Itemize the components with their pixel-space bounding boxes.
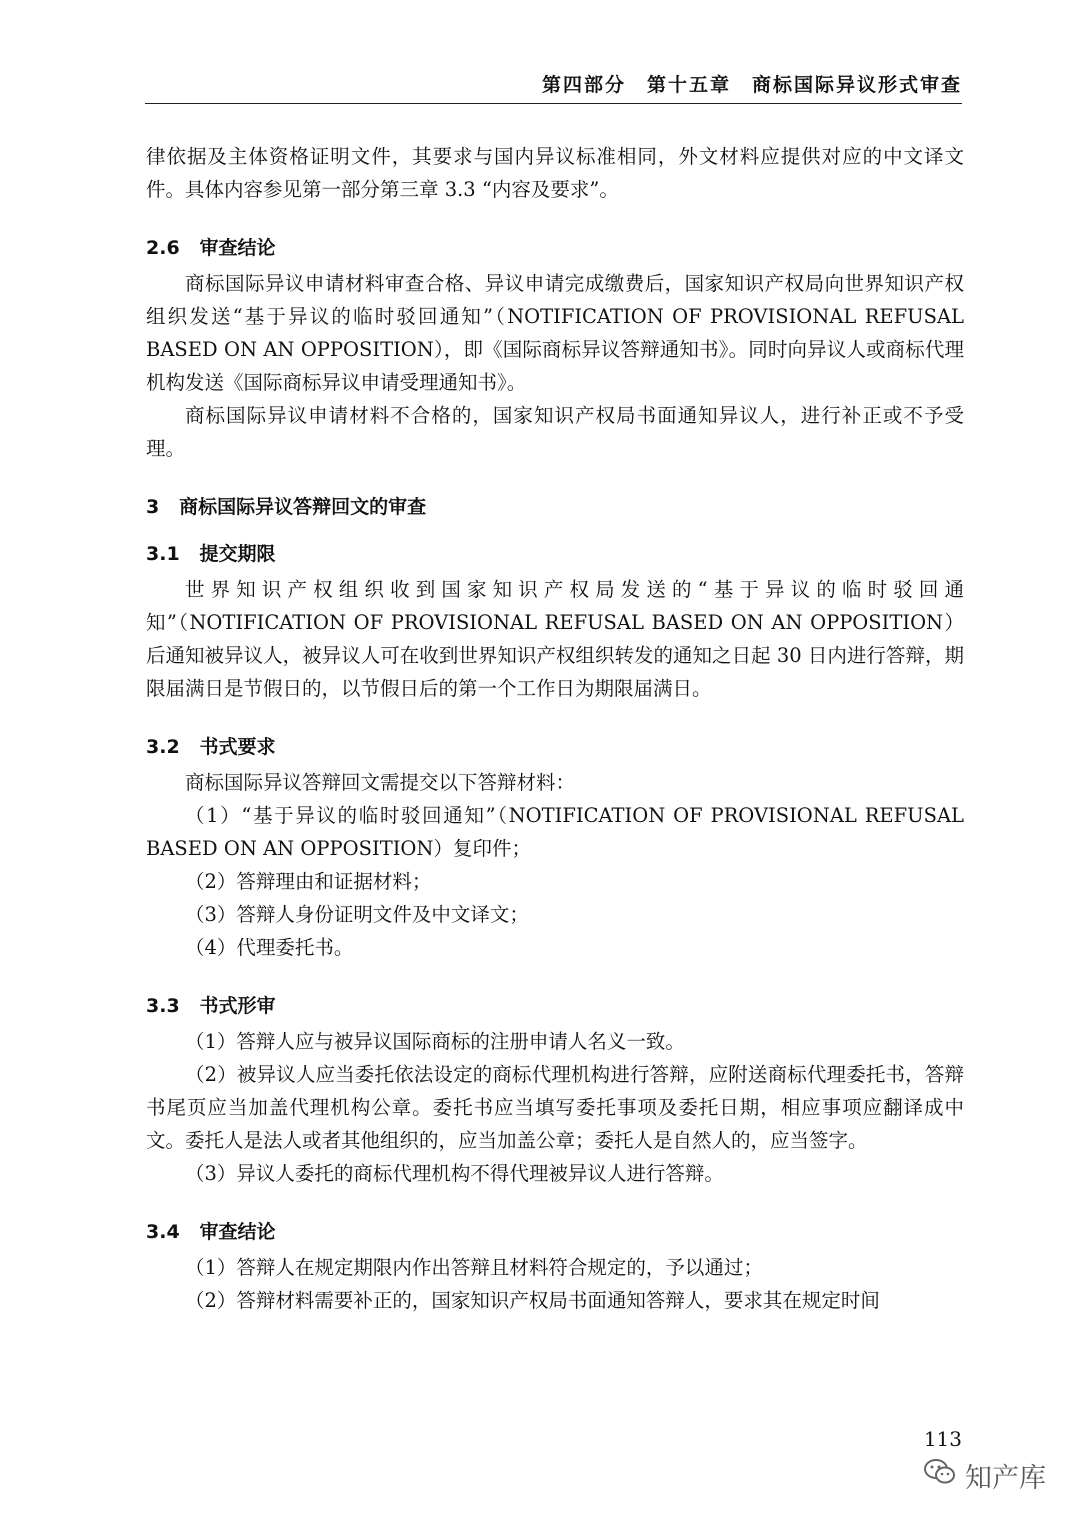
list-item: （3）答辩人身份证明文件及中文译文； <box>185 903 529 926</box>
list-item: （2）答辩材料需要补正的，国家知识产权局书面通知答辩人，要求其在规定时间 <box>185 1289 880 1312</box>
section-number: 3.4 <box>146 1221 180 1243</box>
list-item: （1）答辩人在规定期限内作出答辩且材料符合规定的，予以通过； <box>185 1256 763 1279</box>
list-item: （1）“基于异议的临时驳回通知”（NOTIFICATION OF PROVISIONAL REFUSAL BASED ON AN OPPOSITION）复印件； <box>146 804 964 860</box>
section-number: 2.6 <box>146 237 180 259</box>
header-rule <box>145 103 962 104</box>
section-heading-3-3 <box>146 990 964 1023</box>
paragraph: 商标国际异议答辩回文需提交以下答辩材料： <box>185 771 576 794</box>
section-title: 书式形审 <box>199 995 276 1017</box>
watermark-text: 知产库 <box>965 1463 1046 1494</box>
section-title: 审查结论 <box>199 237 276 259</box>
paragraph: 商标国际异议申请材料不合格的，国家知识产权局书面通知异议人，进行补正或不予受理。 <box>146 404 964 460</box>
section-number: 3.3 <box>146 995 180 1017</box>
paragraph: 商标国际异议申请材料审查合格、异议申请完成缴费后，国家知识产权局向世界知识产权组织发送“基于异议的临时驳回通知”（NOTIFICATION OF PROVISIONAL REFUSAL BASED ON AN OPPOSITION），即《国际商标异议答辩通知书》。同时向异议人或商标代理机构发送《国际商标异议申请受理通知书》。 <box>146 272 964 394</box>
watermark <box>923 1456 1046 1495</box>
section-title: 书式要求 <box>199 736 276 758</box>
section-number: 3 <box>146 496 160 518</box>
section-title: 商标国际异议答辩回文的审查 <box>179 496 427 518</box>
section-heading-3 <box>146 491 964 524</box>
list-item: （3）异议人委托的商标代理机构不得代理被异议人进行答辩。 <box>185 1162 724 1185</box>
paragraph-continuation: 律依据及主体资格证明文件，其要求与国内异议标准相同，外文材料应提供对应的中文译文件。具体内容参见第一部分第三章 3.3 “内容及要求”。 <box>146 145 964 201</box>
section-title: 提交期限 <box>199 543 276 565</box>
running-header: 第四部分 第十五章 商标国际异议形式审查 <box>541 74 962 96</box>
list-item: （2）答辩理由和证据材料； <box>185 870 432 893</box>
page-number: 113 <box>923 1427 962 1451</box>
section-heading-3-4 <box>146 1216 964 1249</box>
list-item: （2）被异议人应当委托依法设定的商标代理机构进行答辩，应附送商标代理委托书，答辩书尾页应当加盖代理机构公章。委托书应当填写委托事项及委托日期，相应事项应翻译成中文。委托人是法人或者其他组织的，应当加盖公章；委托人是自然人的，应当签字。 <box>146 1063 964 1152</box>
list-item: （1）答辩人应与被异议国际商标的注册申请人名义一致。 <box>185 1030 685 1053</box>
section-number: 3.1 <box>146 543 180 565</box>
section-number: 3.2 <box>146 736 180 758</box>
section-heading-2-6 <box>146 232 964 265</box>
section-heading-3-2 <box>146 731 964 764</box>
page-body <box>146 140 964 1317</box>
section-title: 审查结论 <box>199 1221 276 1243</box>
section-heading-3-1 <box>146 538 964 571</box>
wechat-icon <box>923 1457 957 1494</box>
paragraph: 世界知识产权组织收到国家知识产权局发送的“基于异议的临时驳回通知”（NOTIFICATION OF PROVISIONAL REFUSAL BASED ON AN OPPOSITION）后通知被异议人，被异议人可在收到世界知识产权组织转发的通知之日起 30 日内进行答辩，期限届满日是节假日的，以节假日后的第一个工作日为期限届满日。 <box>146 578 964 700</box>
list-item: （4）代理委托书。 <box>185 936 354 959</box>
